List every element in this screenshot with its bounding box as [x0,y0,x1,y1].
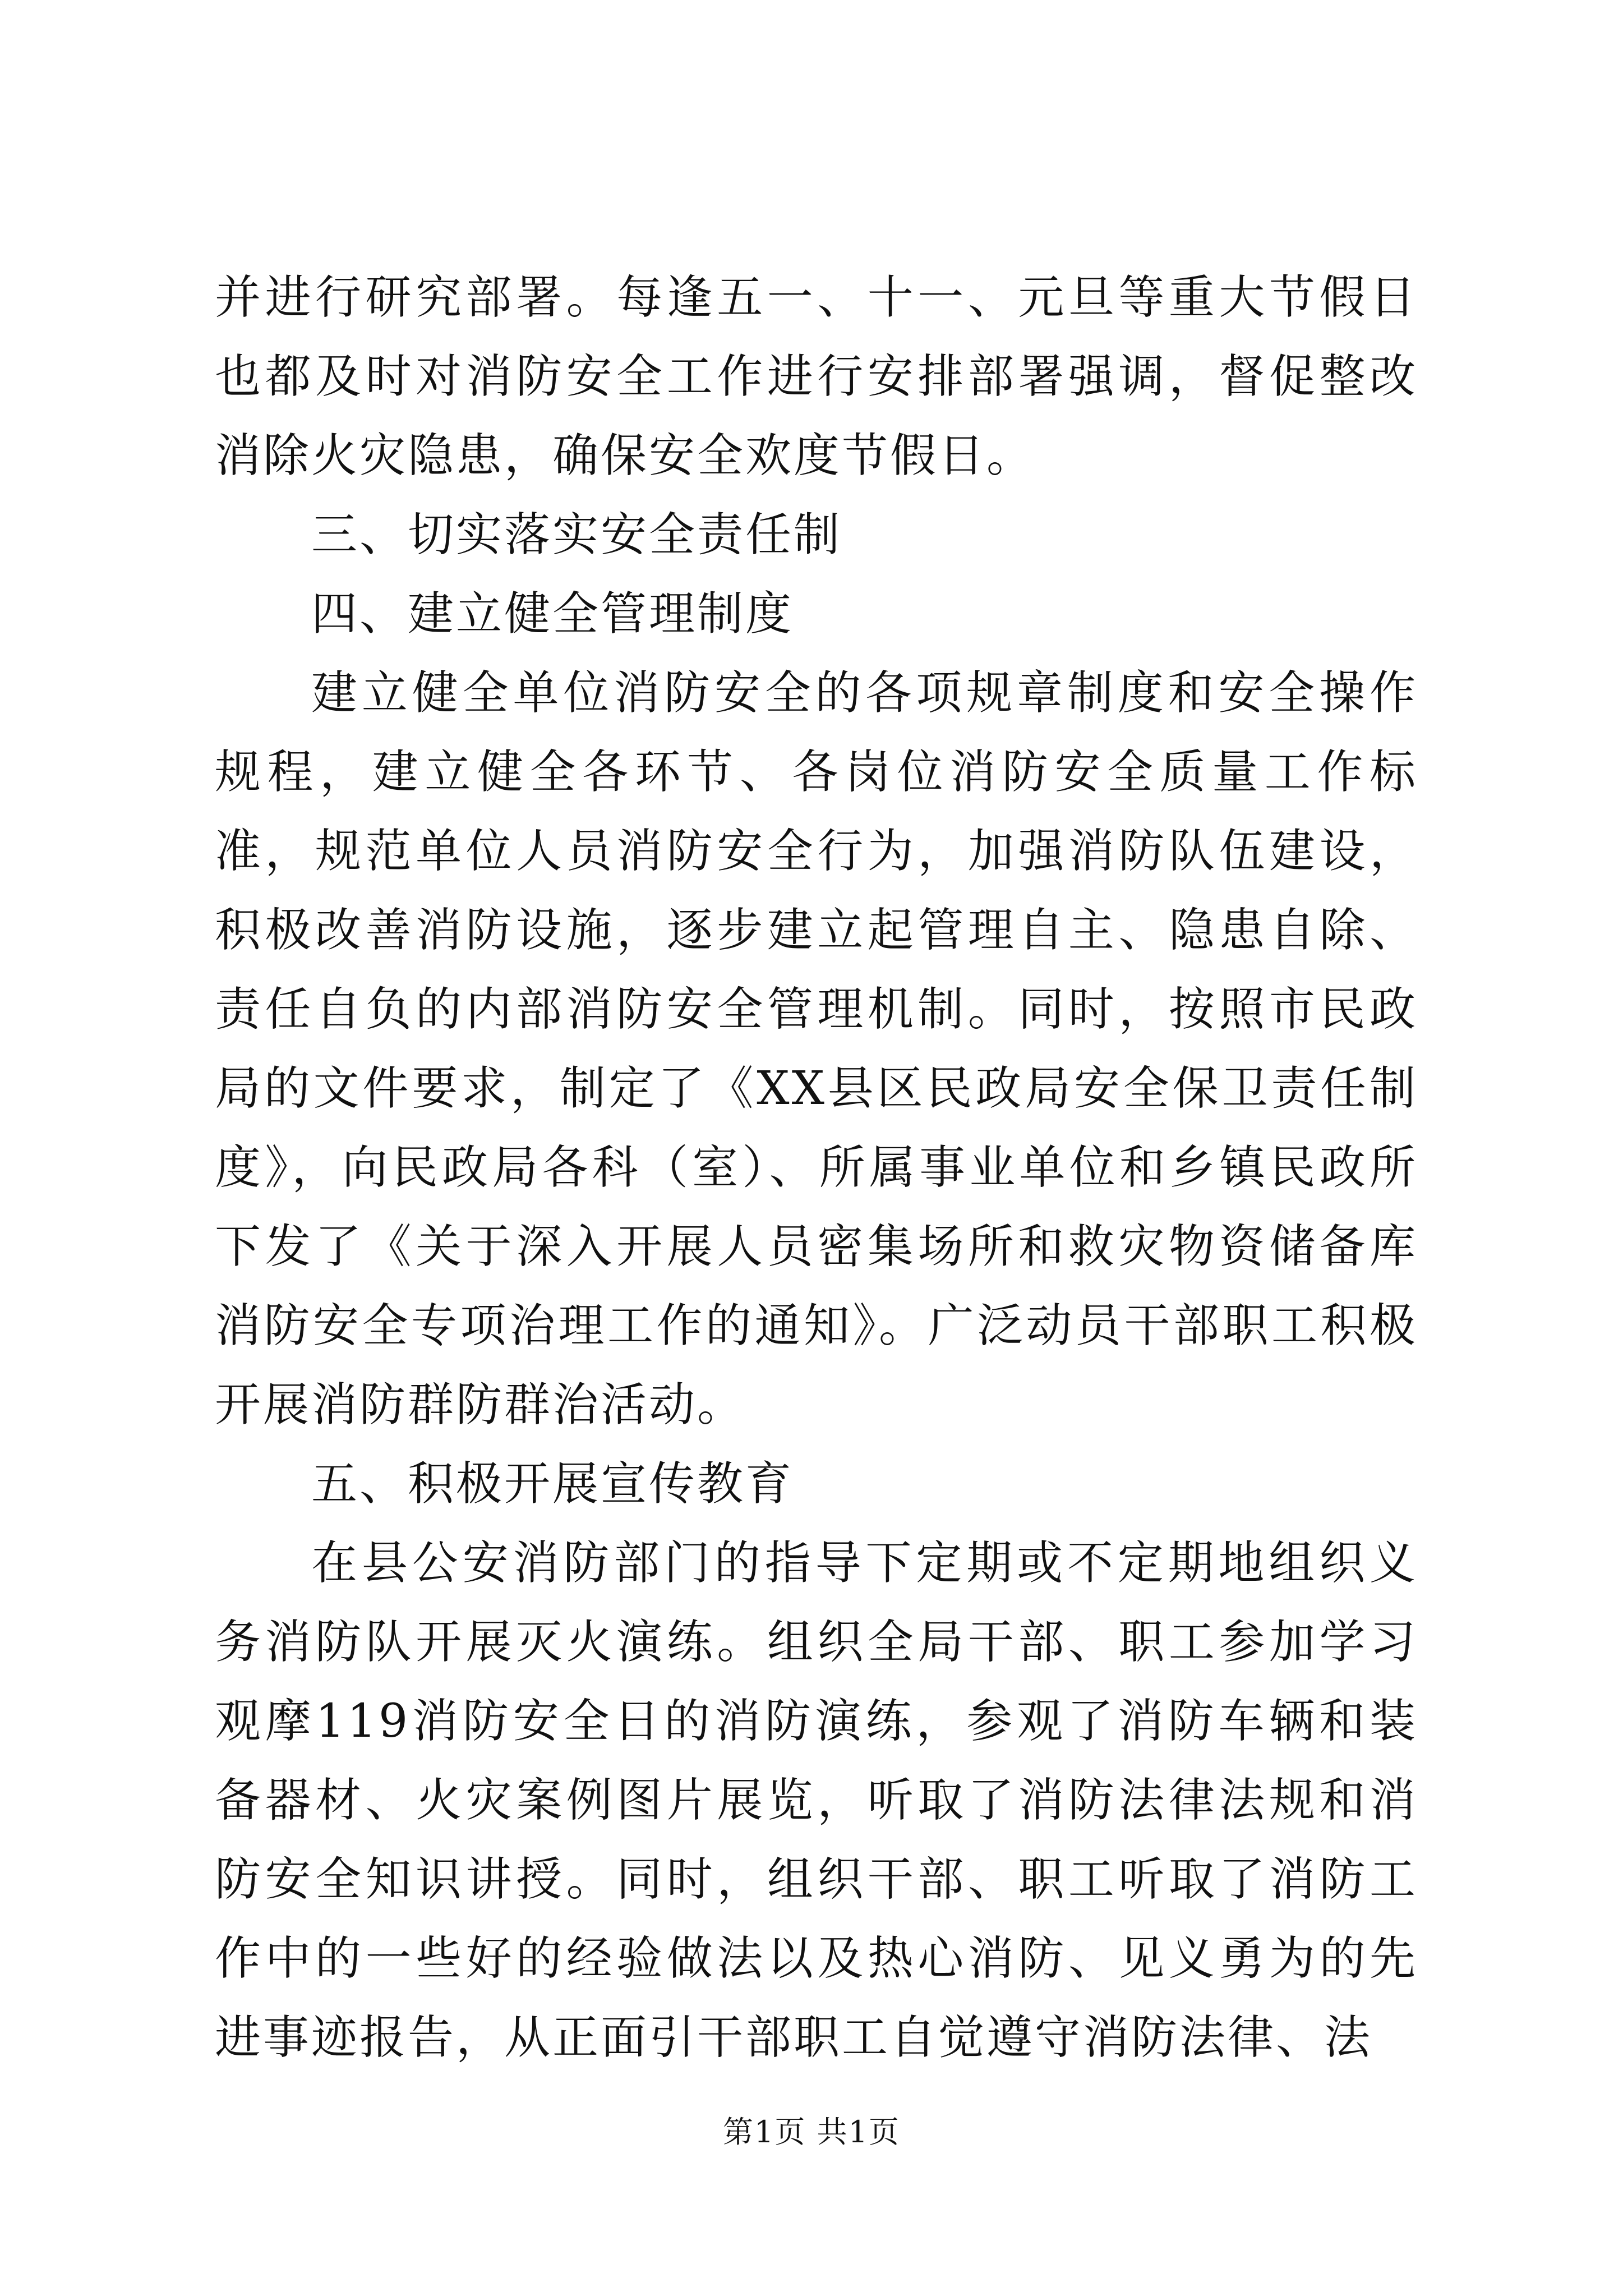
paragraph-publicity-education: 在县公安消防部门的指导下定期或不定期地组织义务消防队开展灭火演练。组织全局干部、职工参加学习观摩119消防安全日的消防演练，参观了消防车辆和装备器材、火灾案例图片展览，听取了消防法律法规和消防安全知识讲授。同时，组织干部、职工听取了消防工作中的一些好的经验做法以及热心消防、见义勇为的先进事迹报告，从正面引干部职工自觉遵守消防法律、法 [215,1536,1418,2064]
paragraph-management-system: 建立健全单位消防安全的各项规章制度和安全操作规程，建立健全各环节、各岗位消防安全质量工作标准，规范单位人员消防安全行为，加强消防队伍建设，积极改善消防设施，逐步建立起管理自主、隐患自除、责任自负的内部消防安全管理机制。同时，按照市民政局的文件要求，制定了《XX县区民政局安全保卫责任制度》，向民政局各科（室）、所属事业单位和乡镇民政所下发了《关于深入开展人员密集场所和救灾物资储备库消防安全专项治理工作的通知》。广泛动员干部职工积极开展消防群防群治活动。 [215,666,1418,1432]
document-body [215,258,1418,2077]
page-number-footer: 第1页 共1页 [723,2114,900,2150]
section-heading-4: 四、建立健全管理制度 [311,587,794,641]
paragraph-continuation: 并进行研究部署。每逢五一、十一、元旦等重大节假日也都及时对消防安全工作进行安排部署强调，督促整改消除火灾隐患，确保安全欢度节假日。 [215,271,1418,482]
section-heading-3: 三、切实落实安全责任制 [311,508,842,562]
section-heading-5: 五、积极开展宣传教育 [311,1457,794,1511]
